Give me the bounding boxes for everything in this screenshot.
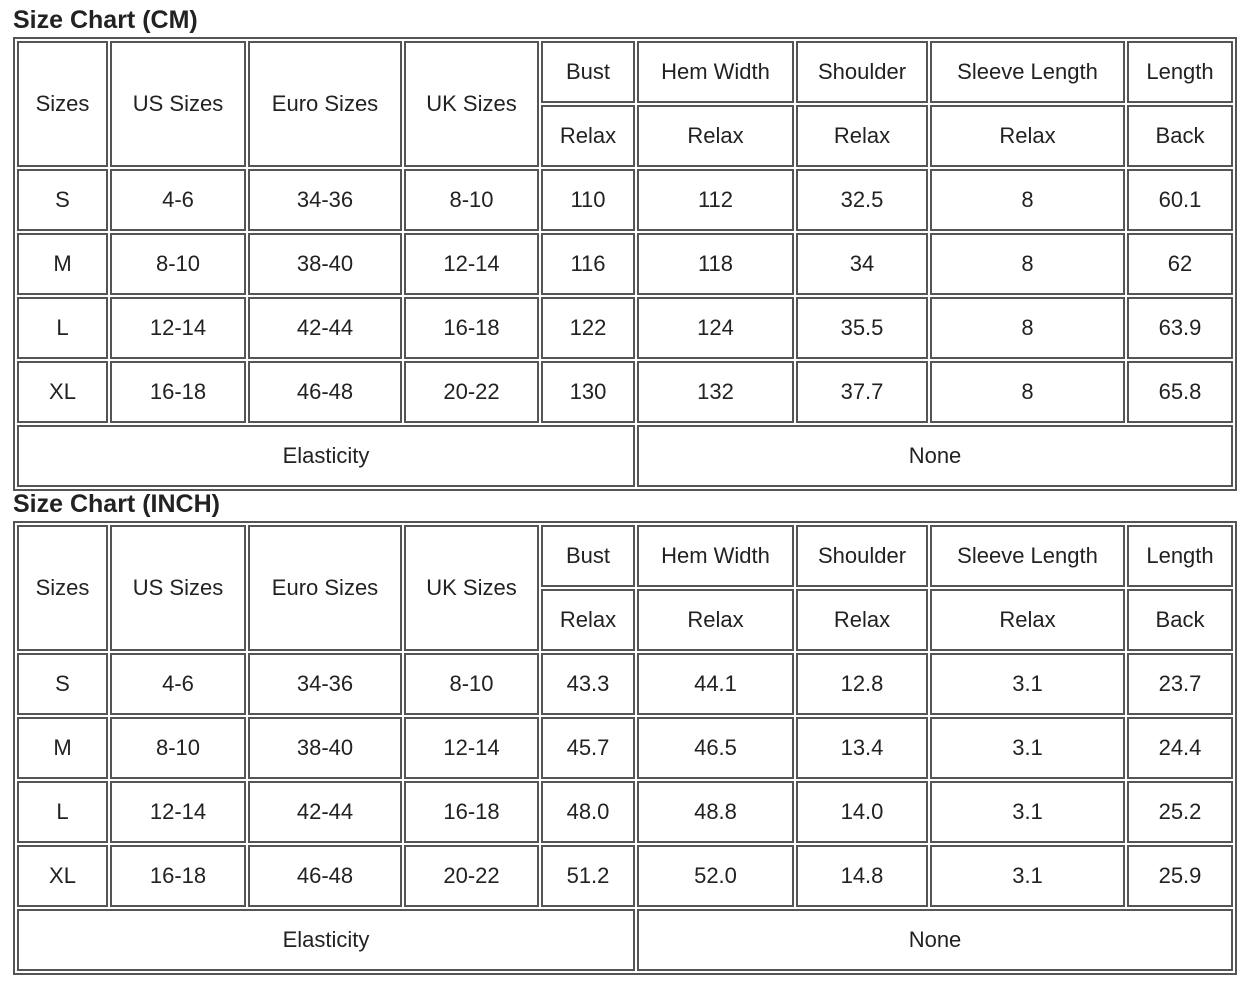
cell-size: L: [17, 297, 108, 359]
cell-sleeve-length: 3.1: [930, 653, 1125, 715]
cell-shoulder: 32.5: [796, 169, 928, 231]
size-chart-cm-title: Size Chart (CM): [13, 6, 198, 34]
cell-shoulder: 35.5: [796, 297, 928, 359]
footer-row: [17, 425, 1233, 487]
subheader-length: Back: [1127, 589, 1233, 651]
cell-uk-size: 12-14: [404, 233, 539, 295]
cell-hem-width: 124: [637, 297, 794, 359]
cell-size: XL: [17, 361, 108, 423]
cell-sleeve-length: 8: [930, 233, 1125, 295]
subheader-hem-width: Relax: [637, 105, 794, 167]
header-shoulder: Shoulder: [796, 41, 928, 103]
cell-sleeve-length: 8: [930, 361, 1125, 423]
cell-bust: 122: [541, 297, 635, 359]
elasticity-label: Elasticity: [17, 909, 635, 971]
header-length: Length: [1127, 41, 1233, 103]
size-chart-cm: [13, 4, 1233, 491]
cell-hem-width: 132: [637, 361, 794, 423]
elasticity-value: None: [637, 425, 1233, 487]
cell-bust: 116: [541, 233, 635, 295]
cell-hem-width: 52.0: [637, 845, 794, 907]
header-hem-width: Hem Width: [637, 525, 794, 587]
cell-shoulder: 13.4: [796, 717, 928, 779]
cell-us-size: 12-14: [110, 781, 246, 843]
cell-euro-size: 38-40: [248, 233, 402, 295]
elasticity-label: Elasticity: [17, 425, 635, 487]
cell-shoulder: 34: [796, 233, 928, 295]
cell-shoulder: 37.7: [796, 361, 928, 423]
cell-hem-width: 44.1: [637, 653, 794, 715]
cell-euro-size: 38-40: [248, 717, 402, 779]
cell-bust: 48.0: [541, 781, 635, 843]
subheader-sleeve-length: Relax: [930, 105, 1125, 167]
header-bust: Bust: [541, 41, 635, 103]
cell-length: 60.1: [1127, 169, 1233, 231]
subheader-bust: Relax: [541, 589, 635, 651]
cell-size: M: [17, 233, 108, 295]
cell-uk-size: 16-18: [404, 781, 539, 843]
cell-euro-size: 34-36: [248, 169, 402, 231]
cell-uk-size: 16-18: [404, 297, 539, 359]
cell-size: L: [17, 781, 108, 843]
header-us-sizes: US Sizes: [110, 41, 246, 167]
size-table-inch: [13, 521, 1237, 975]
size-chart-inch: [13, 488, 1233, 975]
header-sizes: Sizes: [17, 41, 108, 167]
cell-us-size: 8-10: [110, 233, 246, 295]
subheader-shoulder: Relax: [796, 589, 928, 651]
cell-us-size: 4-6: [110, 169, 246, 231]
table-row: [17, 845, 1233, 907]
header-shoulder: Shoulder: [796, 525, 928, 587]
header-hem-width: Hem Width: [637, 41, 794, 103]
header-euro-sizes: Euro Sizes: [248, 41, 402, 167]
header-uk-sizes: UK Sizes: [404, 41, 539, 167]
cell-euro-size: 34-36: [248, 653, 402, 715]
cell-length: 24.4: [1127, 717, 1233, 779]
cell-euro-size: 42-44: [248, 297, 402, 359]
header-us-sizes: US Sizes: [110, 525, 246, 651]
cell-us-size: 16-18: [110, 361, 246, 423]
header-row: [17, 41, 1233, 103]
cell-hem-width: 118: [637, 233, 794, 295]
cell-length: 25.9: [1127, 845, 1233, 907]
header-length: Length: [1127, 525, 1233, 587]
cell-length: 62: [1127, 233, 1233, 295]
table-row: [17, 361, 1233, 423]
footer-row: [17, 909, 1233, 971]
cell-us-size: 8-10: [110, 717, 246, 779]
cell-bust: 110: [541, 169, 635, 231]
header-sleeve-length: Sleeve Length: [930, 41, 1125, 103]
elasticity-value: None: [637, 909, 1233, 971]
table-row: [17, 233, 1233, 295]
cell-uk-size: 12-14: [404, 717, 539, 779]
cell-uk-size: 20-22: [404, 845, 539, 907]
cell-us-size: 12-14: [110, 297, 246, 359]
cell-size: XL: [17, 845, 108, 907]
subheader-sleeve-length: Relax: [930, 589, 1125, 651]
cell-hem-width: 46.5: [637, 717, 794, 779]
cell-hem-width: 112: [637, 169, 794, 231]
table-row: [17, 781, 1233, 843]
header-sleeve-length: Sleeve Length: [930, 525, 1125, 587]
cell-size: M: [17, 717, 108, 779]
cell-sleeve-length: 3.1: [930, 781, 1125, 843]
table-row: [17, 717, 1233, 779]
cell-bust: 43.3: [541, 653, 635, 715]
subheader-shoulder: Relax: [796, 105, 928, 167]
cell-sleeve-length: 8: [930, 297, 1125, 359]
cell-sleeve-length: 8: [930, 169, 1125, 231]
subheader-hem-width: Relax: [637, 589, 794, 651]
cell-uk-size: 8-10: [404, 653, 539, 715]
cell-euro-size: 42-44: [248, 781, 402, 843]
cell-length: 25.2: [1127, 781, 1233, 843]
cell-size: S: [17, 653, 108, 715]
header-bust: Bust: [541, 525, 635, 587]
cell-bust: 51.2: [541, 845, 635, 907]
cell-shoulder: 14.8: [796, 845, 928, 907]
cell-bust: 130: [541, 361, 635, 423]
cell-length: 23.7: [1127, 653, 1233, 715]
header-row: [17, 525, 1233, 587]
cell-length: 65.8: [1127, 361, 1233, 423]
subheader-bust: Relax: [541, 105, 635, 167]
cell-us-size: 4-6: [110, 653, 246, 715]
header-uk-sizes: UK Sizes: [404, 525, 539, 651]
header-euro-sizes: Euro Sizes: [248, 525, 402, 651]
cell-uk-size: 8-10: [404, 169, 539, 231]
cell-us-size: 16-18: [110, 845, 246, 907]
cell-bust: 45.7: [541, 717, 635, 779]
size-table-cm: [13, 37, 1237, 491]
cell-size: S: [17, 169, 108, 231]
header-sizes: Sizes: [17, 525, 108, 651]
cell-sleeve-length: 3.1: [930, 845, 1125, 907]
cell-hem-width: 48.8: [637, 781, 794, 843]
cell-shoulder: 12.8: [796, 653, 928, 715]
cell-length: 63.9: [1127, 297, 1233, 359]
cell-euro-size: 46-48: [248, 361, 402, 423]
size-chart-inch-title: Size Chart (INCH): [13, 490, 220, 518]
table-row: [17, 297, 1233, 359]
cell-sleeve-length: 3.1: [930, 717, 1125, 779]
table-row: [17, 169, 1233, 231]
table-row: [17, 653, 1233, 715]
cell-shoulder: 14.0: [796, 781, 928, 843]
cell-uk-size: 20-22: [404, 361, 539, 423]
cell-euro-size: 46-48: [248, 845, 402, 907]
subheader-length: Back: [1127, 105, 1233, 167]
